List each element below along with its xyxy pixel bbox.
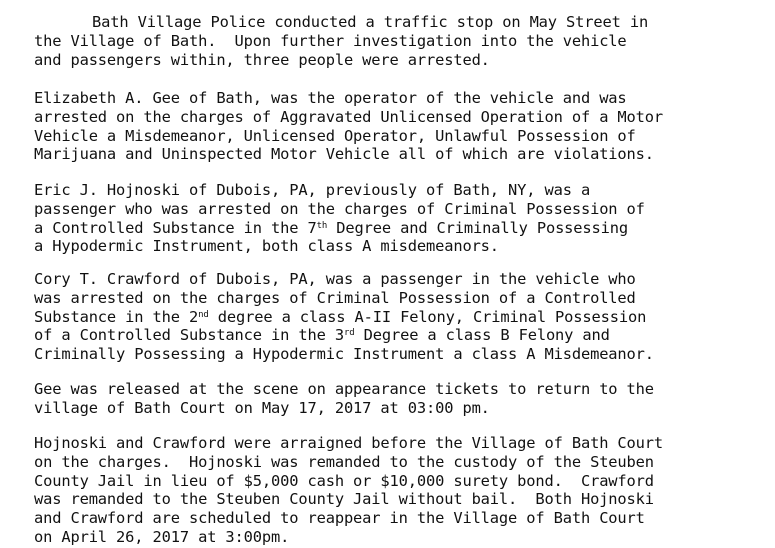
text-fragment: degree a class A-II Felony, Criminal Possession [217, 307, 647, 326]
text-line: and Crawford are scheduled to reappear in the Village of Bath Court [34, 509, 645, 528]
text-line [34, 219, 754, 238]
paragraph-arraignment [34, 434, 754, 547]
text-line: Gee was released at the scene on appearance tickets to return to the [34, 380, 654, 398]
ordinal-suffix: nd [198, 309, 209, 320]
text-line: arrested on the charges of Aggravated Unlicensed Operation of a Motor [34, 107, 664, 126]
text-line: the Village of Bath. Upon further investigation into the vehicle [34, 31, 627, 50]
paragraph-hojnoski-charges [34, 181, 754, 256]
text-line: on April 26, 2017 at 3:00pm. [34, 527, 290, 546]
text-line: Bath Village Police conducted a traffic stop on May Street in [92, 13, 649, 31]
text-line: County Jail in lieu of $5,000 cash or $10,000 surety bond. Crawford [34, 471, 654, 490]
text-line: passenger who was arrested on the charges of Criminal Possession of [34, 199, 645, 218]
text-line: village of Bath Court on May 17, 2017 at 03:00 pm. [34, 398, 490, 417]
text-line [34, 326, 754, 345]
paragraph-crawford-charges [34, 270, 754, 364]
text-line: and passengers within, three people were arrested. [34, 50, 490, 69]
text-line [34, 308, 754, 327]
text-line: was remanded to the Steuben County Jail without bail. Both Hojnoski [34, 490, 654, 509]
text-line: Elizabeth A. Gee of Bath, was the operator of the vehicle and was [34, 89, 627, 107]
text-fragment: Degree and Criminally Possessing [336, 218, 628, 237]
text-line: Hojnoski and Crawford were arraigned before the Village of Bath Court [34, 434, 664, 452]
ordinal-suffix: rd [343, 328, 355, 339]
text-line: Marijuana and Uninspected Motor Vehicle all of which are violations. [34, 145, 654, 164]
text-fragment: Substance in the 2 [34, 307, 199, 326]
text-line: a Hypodermic Instrument, both class A misdemeanors. [34, 237, 499, 256]
text-fragment: Degree a class B Felony and [363, 326, 610, 345]
paragraph-gee-release [34, 380, 754, 418]
text-line: on the charges. Hojnoski was remanded to the custody of the Steuben [34, 452, 654, 471]
paragraph-traffic-stop [34, 13, 754, 69]
ordinal-suffix: th [316, 220, 328, 231]
text-line: was arrested on the charges of Criminal Possession of a Controlled [34, 288, 636, 307]
paragraph-gee-charges [34, 89, 754, 164]
text-fragment: a Controlled Substance in the 7 [34, 218, 317, 237]
text-line: Vehicle a Misdemeanor, Unlicensed Operator, Unlawful Possession of [34, 126, 636, 145]
text-line: Eric J. Hojnoski of Dubois, PA, previously of Bath, NY, was a [34, 181, 591, 199]
text-fragment: of a Controlled Substance in the 3 [34, 326, 344, 345]
text-line: Cory T. Crawford of Dubois, PA, was a passenger in the vehicle who [34, 270, 636, 288]
text-line: Criminally Possessing a Hypodermic Instrument a class A Misdemeanor. [34, 345, 654, 364]
